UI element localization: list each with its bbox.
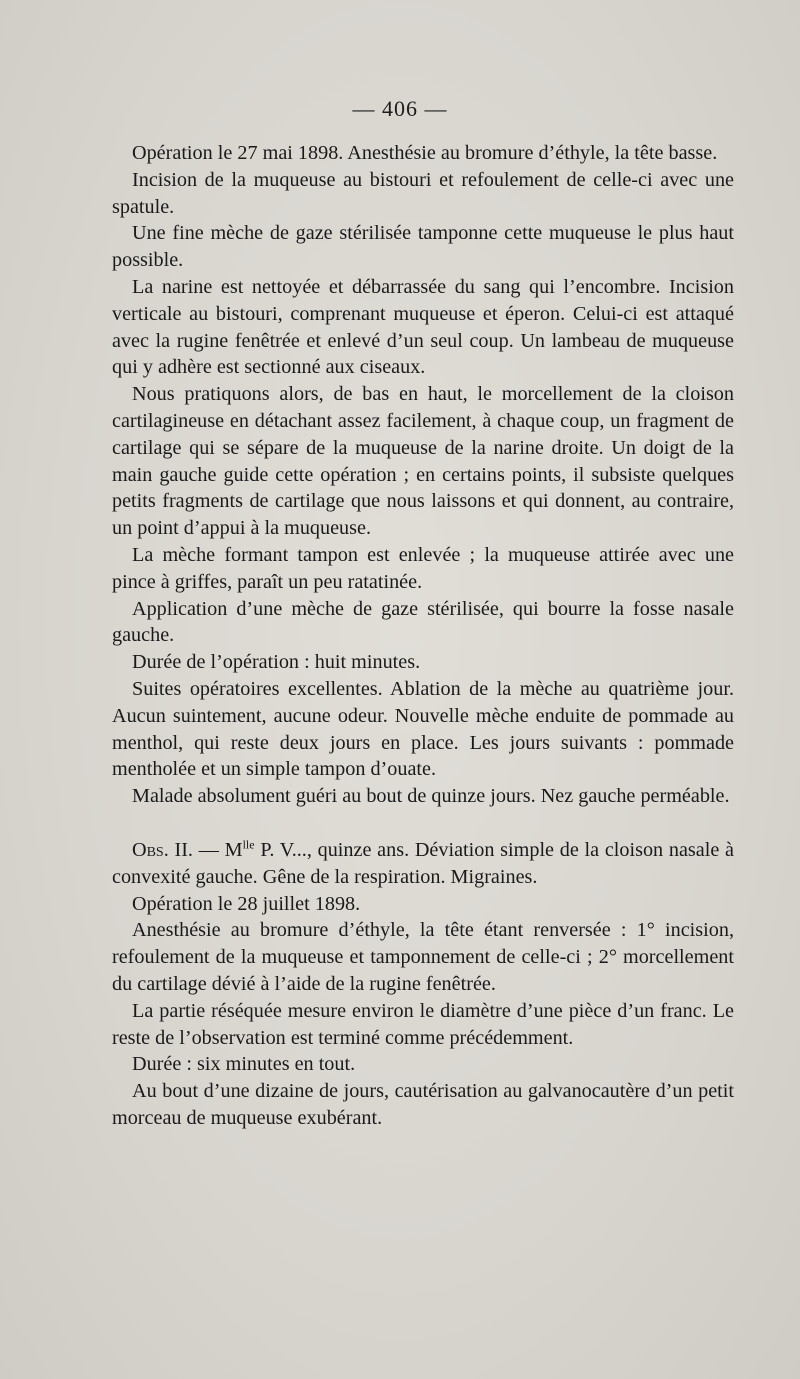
paragraph: Une fine mèche de gaze stérilisée tamponne cette muqueuse le plus haut possible. xyxy=(112,222,734,272)
paragraph: La mèche formant tampon est enlevée ; la muqueuse attirée avec une pince à griffes, paraît un peu ratatinée. xyxy=(112,543,734,593)
paragraph: Au bout d’une dizaine de jours, cautérisation au galvanocautère d’un petit morceau de muqueuse exubérant. xyxy=(112,1080,734,1129)
observation-dash: — xyxy=(192,838,225,861)
paragraph: Durée de l’opération : huit minutes. xyxy=(132,651,421,674)
paragraph: Opération le 28 juillet 1898. xyxy=(132,892,361,915)
observation-heading xyxy=(112,837,734,891)
body-text xyxy=(112,140,734,1132)
paragraph: Malade absolument guéri au bout de quinze jours. Nez gauche perméable. xyxy=(132,785,730,808)
paragraph: Suites opératoires excellentes. Ablation de la mèche au quatrième jour. Aucun suintement, aucune odeur. Nouvelle mèche enduite de pommade au menthol, qui reste deux jours en place. Les jours suivants : pommade mentholée et un simple tampon d’ouate. xyxy=(112,677,734,781)
observation-title-prefix: M xyxy=(224,838,243,861)
paragraph: La partie réséquée mesure environ le diamètre d’une pièce d’un franc. Le reste de l’observation est terminé comme précédemment. xyxy=(112,999,734,1049)
paragraph: Incision de la muqueuse au bistouri et refoulement de celle-ci avec une spatule. xyxy=(112,168,734,218)
paragraph: Nous pratiquons alors, de bas en haut, le morcellement de la cloison cartilagineuse en détachant assez facilement, à chaque coup, un fragment de cartilage qui se sépare de la muqueuse de la narine droite. Un doigt de la main gauche guide cette opération ; en certains points, il subsiste quelques petits fragments de cartilage que nous laissons et qui donnent, au contraire, un point d’appui à la muqueuse. xyxy=(112,383,734,540)
paragraph: Anesthésie au bromure d’éthyle, la tête étant renversée : 1° incision, refoulement de la muqueuse et tamponnement de celle-ci ; 2° morcellement du cartilage dévié à l’aide de la rugine fenêtrée. xyxy=(112,919,734,995)
page-number: — 406 — xyxy=(352,96,448,121)
observation-description: P. V..., quinze ans. Déviation simple de la cloison nasale à convexité gauche. Gêne de la respiration. Migraines. xyxy=(112,838,735,888)
observation-label: Obs. II. xyxy=(132,838,193,861)
paragraph: Opération le 27 mai 1898. Anesthésie au bromure d’éthyle, la tête basse. xyxy=(132,142,718,164)
paragraph: Application d’une mèche de gaze stérilisée, qui bourre la fosse nasale gauche. xyxy=(112,597,734,647)
observation-title-sup: lle xyxy=(242,837,255,852)
paragraph: La narine est nettoyée et débarrassée du sang qui l’encombre. Incision verticale au bistouri, comprenant muqueuse et éperon. Celui-ci est attaqué avec la rugine fenêtrée et enlevé d’un seul coup. Un lambeau de muqueuse qui y adhère est sectionné aux ciseaux. xyxy=(112,275,734,379)
paragraph: Durée : six minutes en tout. xyxy=(132,1053,356,1076)
